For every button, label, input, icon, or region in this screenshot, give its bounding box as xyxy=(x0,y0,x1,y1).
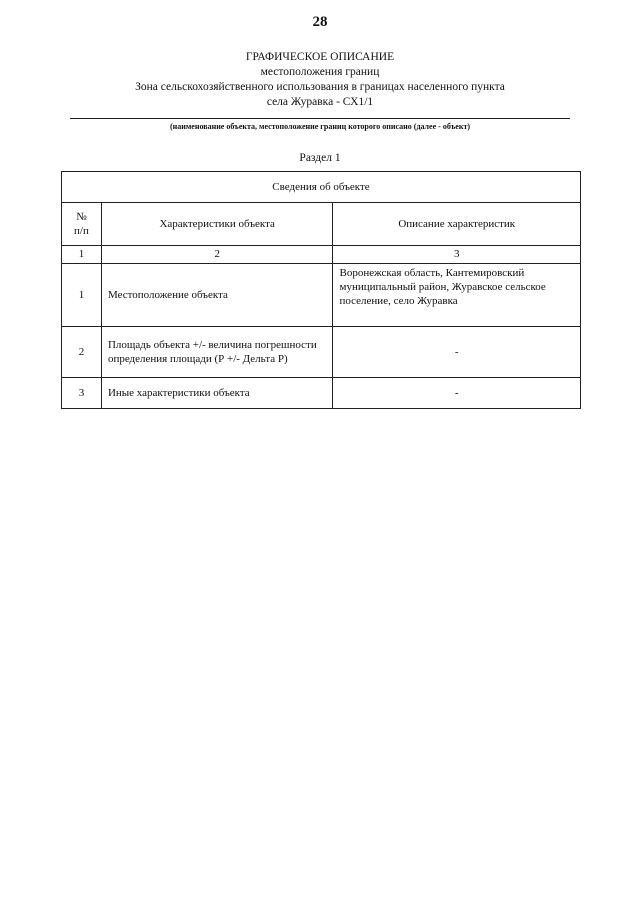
column-header-characteristic: Характеристики объекта xyxy=(101,203,333,246)
row-description: - xyxy=(333,327,581,378)
column-number-2: 2 xyxy=(101,246,333,264)
document-title: ГРАФИЧЕСКОЕ ОПИСАНИЕ xyxy=(245,51,395,63)
table-header-row xyxy=(62,203,581,246)
row-description: Воронежская область, Кантемировский муниципальный район, Журавское сельское поселение, село Журавка xyxy=(333,264,581,327)
section-label: Раздел 1 xyxy=(299,152,341,164)
table-row xyxy=(62,327,581,378)
column-number-1: 1 xyxy=(62,246,102,264)
table-row xyxy=(62,378,581,409)
row-characteristic: Иные характеристики объекта xyxy=(101,378,333,409)
column-number-3: 3 xyxy=(333,246,581,264)
object-info-table xyxy=(61,171,581,409)
row-number: 1 xyxy=(62,264,102,327)
title-caption: (наименование объекта, местоположение границ которого описано (далее - объект) xyxy=(169,122,471,131)
column-numbers-row xyxy=(62,246,581,264)
object-name-line: Зона сельскохозяйственного использования в границах населенного пункта xyxy=(135,81,505,93)
document-title-block xyxy=(70,50,570,110)
row-number: 2 xyxy=(62,327,102,378)
row-characteristic: Площадь объекта +/- величина погрешности определения площади (Р +/- Дельта Р) xyxy=(101,327,333,378)
row-characteristic: Местоположение объекта xyxy=(101,264,333,327)
row-number: 3 xyxy=(62,378,102,409)
title-underline xyxy=(70,118,570,119)
page-number: 28 xyxy=(312,14,328,30)
row-description: - xyxy=(333,378,581,409)
table-row xyxy=(62,264,581,327)
table-title: Сведения об объекте xyxy=(62,172,581,203)
object-name-line-2: села Журавка - СХ1/1 xyxy=(266,96,374,108)
column-header-number xyxy=(62,203,102,246)
column-header-number-text: № п/п xyxy=(74,211,89,237)
table-title-row xyxy=(62,172,581,203)
document-subtitle: местоположения границ xyxy=(260,66,380,78)
column-header-description: Описание характеристик xyxy=(333,203,581,246)
